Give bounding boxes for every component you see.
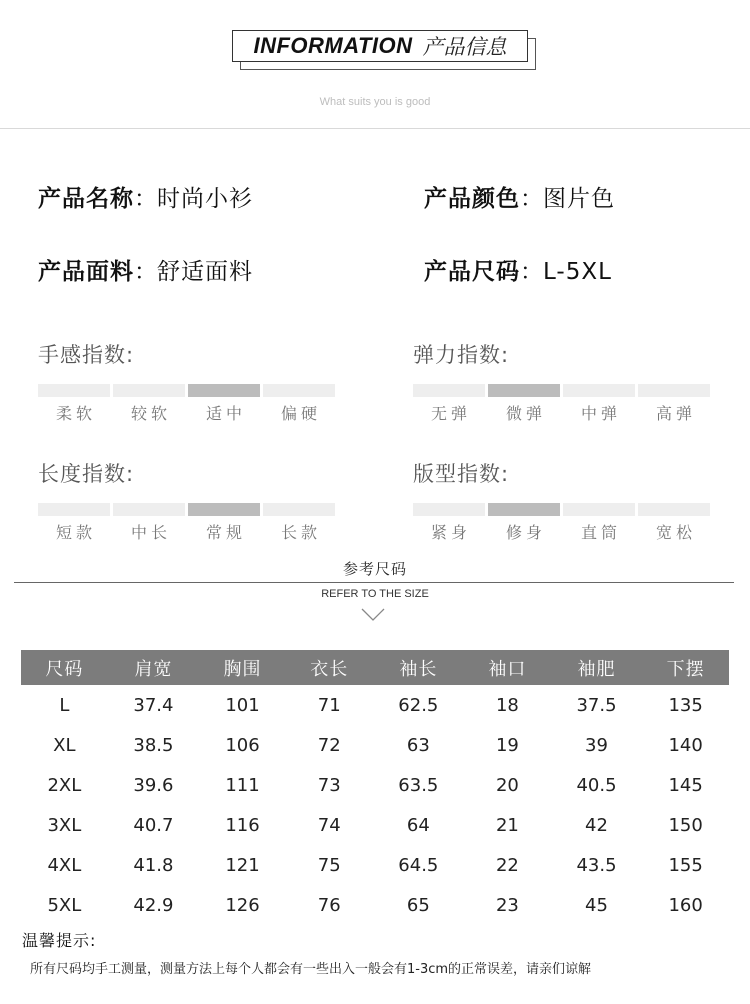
index-bar-segment xyxy=(488,503,560,516)
index-title: 弹力指数: xyxy=(413,343,510,367)
index-bar-segment xyxy=(638,384,710,397)
index-bar-segment xyxy=(488,384,560,397)
product-name-sep: ： xyxy=(134,186,157,212)
size-section-subtitle: REFER TO THE SIZE xyxy=(321,588,429,600)
product-color-value: 图片色 xyxy=(543,186,615,212)
index-label: 常规 xyxy=(205,523,246,542)
table-cell: 101 xyxy=(225,694,260,716)
tips-title: 温馨提示: xyxy=(22,931,97,950)
title-frame xyxy=(232,30,528,62)
table-cell: 40.7 xyxy=(133,814,174,836)
index-bar-segment xyxy=(38,503,110,516)
header-cell: 袖肥 xyxy=(551,650,642,685)
table-cell: 40.5 xyxy=(576,774,617,796)
table-cell: 126 xyxy=(225,894,260,916)
table-cell: 64 xyxy=(406,814,430,836)
table-cell: 106 xyxy=(225,734,260,756)
header-cell: 袖长 xyxy=(373,650,464,685)
index-label: 短款 xyxy=(55,523,96,542)
table-cell: 20 xyxy=(495,774,519,796)
table-cell: 121 xyxy=(225,854,260,876)
product-color-key: 产品颜色 xyxy=(424,186,520,212)
index-bar-segment xyxy=(638,503,710,516)
table-row xyxy=(21,725,729,765)
table-row xyxy=(21,845,729,885)
product-color-sep: ： xyxy=(520,186,543,212)
chevron-down-icon xyxy=(361,608,385,622)
index-bar-segment xyxy=(263,384,335,397)
title-english: INFORMATION xyxy=(253,33,413,58)
index-label: 较软 xyxy=(130,404,171,423)
product-fabric-key: 产品面料 xyxy=(38,259,134,285)
table-cell: 75 xyxy=(317,854,341,876)
product-size-value: L-5XL xyxy=(543,259,612,285)
product-fabric-value: 舒适面料 xyxy=(157,259,253,285)
table-cell: 63 xyxy=(406,734,430,756)
product-size-key: 产品尺码 xyxy=(424,259,520,285)
table-cell: 41.8 xyxy=(133,854,174,876)
index-bar-segment xyxy=(563,384,635,397)
table-cell: 135 xyxy=(668,694,703,716)
index-bar xyxy=(38,503,336,516)
index-feel xyxy=(38,340,336,424)
index-label: 长款 xyxy=(280,523,321,542)
size-table xyxy=(21,650,729,925)
tips-text: 所有尺码均手工测量，测量方法上每个人都会有一些出入一般会有1-3cm的正常误差，请亲们谅解 xyxy=(30,962,592,977)
table-cell: 37.5 xyxy=(576,694,617,716)
index-label: 高弹 xyxy=(655,404,696,423)
table-cell: 63.5 xyxy=(398,774,439,796)
table-cell: 23 xyxy=(495,894,519,916)
header-cell: 胸围 xyxy=(199,650,286,685)
index-bar-segment xyxy=(563,503,635,516)
size-section-title: 参考尺码 xyxy=(342,560,407,578)
header-divider xyxy=(0,128,750,129)
index-label: 柔软 xyxy=(55,404,96,423)
table-cell: 116 xyxy=(225,814,260,836)
table-cell: 73 xyxy=(317,774,341,796)
index-bar-segment xyxy=(188,503,260,516)
table-cell: 71 xyxy=(317,694,341,716)
size-section-divider xyxy=(14,582,734,583)
product-color xyxy=(424,180,615,213)
header-cell: 尺码 xyxy=(21,650,108,685)
index-label: 直筒 xyxy=(580,523,621,542)
table-cell: 2XL xyxy=(47,774,82,796)
table-cell: XL xyxy=(53,734,76,756)
table-cell: 5XL xyxy=(47,894,82,916)
table-row xyxy=(21,765,729,805)
table-cell: 18 xyxy=(495,694,519,716)
header-cell: 肩宽 xyxy=(108,650,199,685)
table-cell: 74 xyxy=(317,814,341,836)
index-title: 长度指数: xyxy=(38,462,135,486)
header-cell: 下摆 xyxy=(642,650,729,685)
index-bar-segment xyxy=(113,503,185,516)
index-label: 紧身 xyxy=(430,523,471,542)
index-label: 微弹 xyxy=(505,404,546,423)
table-cell: 76 xyxy=(317,894,341,916)
index-label: 宽松 xyxy=(655,523,696,542)
table-cell: 140 xyxy=(668,734,703,756)
index-bar-segment xyxy=(413,384,485,397)
table-cell: 62.5 xyxy=(398,694,439,716)
index-label: 中长 xyxy=(130,523,171,542)
product-size xyxy=(424,253,612,286)
table-cell: 21 xyxy=(495,814,519,836)
index-bar-segment xyxy=(113,384,185,397)
header-subtitle: What suits you is good xyxy=(319,96,431,108)
product-name-key: 产品名称 xyxy=(38,186,134,212)
index-label: 无弹 xyxy=(430,404,471,423)
table-cell: 145 xyxy=(668,774,703,796)
index-bar xyxy=(38,384,336,397)
index-fit xyxy=(413,459,711,543)
table-row xyxy=(21,885,729,925)
table-row xyxy=(21,805,729,845)
title-chinese: 产品信息 xyxy=(422,35,507,59)
table-cell: 65 xyxy=(406,894,430,916)
index-label: 偏硬 xyxy=(280,404,321,423)
table-cell: 111 xyxy=(225,774,260,796)
index-title: 版型指数: xyxy=(413,462,510,486)
table-cell: 4XL xyxy=(47,854,82,876)
index-title: 手感指数: xyxy=(38,343,135,367)
header-cell: 袖口 xyxy=(464,650,551,685)
table-cell: 39 xyxy=(585,734,608,756)
table-cell: 38.5 xyxy=(133,734,174,756)
table-cell: 45 xyxy=(585,894,608,916)
product-fabric xyxy=(38,253,253,286)
table-cell: 3XL xyxy=(47,814,82,836)
product-name-value: 时尚小衫 xyxy=(157,186,253,212)
table-cell: L xyxy=(59,694,70,716)
table-row xyxy=(21,685,729,725)
table-cell: 150 xyxy=(668,814,703,836)
table-cell: 155 xyxy=(668,854,703,876)
index-labels xyxy=(38,520,336,543)
index-length xyxy=(38,459,336,543)
index-label: 中弹 xyxy=(580,404,621,423)
header-cell: 衣长 xyxy=(286,650,373,685)
index-bar-segment xyxy=(38,384,110,397)
table-cell: 42 xyxy=(585,814,608,836)
table-cell: 22 xyxy=(495,854,519,876)
index-bar xyxy=(413,503,711,516)
index-bar-segment xyxy=(263,503,335,516)
table-cell: 72 xyxy=(317,734,341,756)
table-cell: 43.5 xyxy=(576,854,617,876)
product-name xyxy=(38,180,253,213)
index-elasticity xyxy=(413,340,711,424)
index-bar xyxy=(413,384,711,397)
index-bar-segment xyxy=(188,384,260,397)
index-labels xyxy=(413,401,711,424)
index-labels xyxy=(413,520,711,543)
table-cell: 160 xyxy=(668,894,703,916)
table-cell: 19 xyxy=(495,734,519,756)
index-labels xyxy=(38,401,336,424)
product-fabric-sep: ： xyxy=(134,259,157,285)
info-header xyxy=(0,0,750,128)
size-table-header xyxy=(21,650,729,685)
table-cell: 39.6 xyxy=(133,774,174,796)
table-cell: 64.5 xyxy=(398,854,439,876)
index-bar-segment xyxy=(413,503,485,516)
product-size-sep: ： xyxy=(520,259,543,285)
index-label: 修身 xyxy=(505,523,546,542)
index-label: 适中 xyxy=(205,404,246,423)
table-cell: 37.4 xyxy=(133,694,174,716)
table-cell: 42.9 xyxy=(133,894,174,916)
